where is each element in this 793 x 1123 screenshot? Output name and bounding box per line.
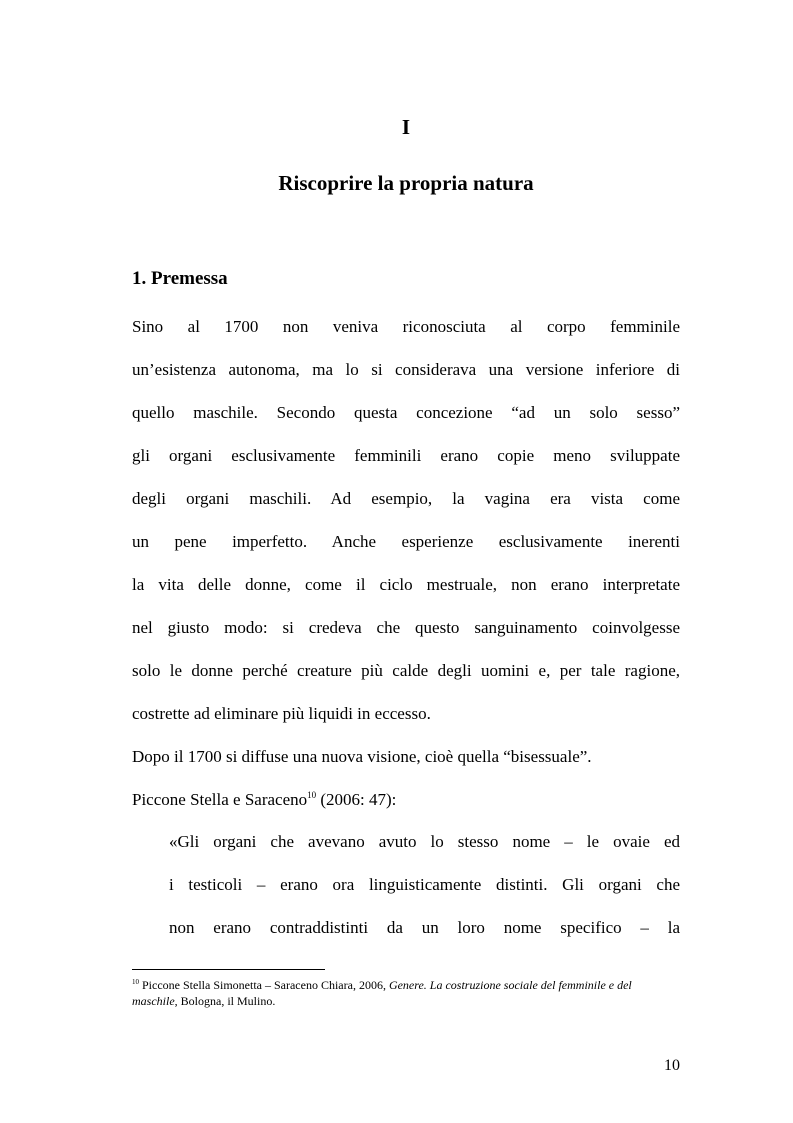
text-line: degli organi maschili. Ad esempio, la vagina era vista come: [132, 489, 680, 508]
footnote-title: Genere. La costruzione sociale del femminile e del maschile: [132, 978, 632, 1008]
page-number: 10: [664, 1057, 680, 1074]
quote-line: i testicoli – erano ora linguisticamente distinti. Gli organi che: [169, 875, 680, 894]
text-line: nel giusto modo: si credeva che questo sanguinamento coinvolgesse: [132, 618, 680, 637]
footnote-separator: [132, 969, 325, 970]
citation-authors: Piccone Stella e Saraceno: [132, 790, 308, 809]
section-heading: 1. Premessa: [132, 268, 228, 289]
text-line: quello maschile. Secondo questa concezione “ad un solo sesso”: [132, 403, 680, 422]
quote-line: «Gli organi che avevano avuto lo stesso nome – le ovaie ed: [169, 832, 680, 851]
citation-reference: (2006: 47):: [316, 790, 397, 809]
quote-line: non erano contraddistinti da un loro nome specifico – la: [169, 918, 680, 937]
footnote: [132, 977, 680, 1009]
footnote-marker: 10: [132, 978, 139, 986]
chapter-number: I: [401, 115, 411, 139]
footnote-publisher: , Bologna, il Mulino.: [174, 994, 276, 1008]
text-line: costrette ad eliminare più liquidi in eccesso.: [132, 704, 431, 723]
chapter-title: Riscoprire la propria natura: [278, 171, 534, 195]
footnote-authors: Piccone Stella Simonetta – Saraceno Chiara, 2006,: [139, 978, 389, 992]
footnote-reference: 10: [307, 790, 317, 800]
citation-line: [132, 789, 396, 811]
text-line: Sino al 1700 non veniva riconosciuta al corpo femminile: [132, 317, 680, 336]
text-line: gli organi esclusivamente femminili erano copie meno sviluppate: [132, 446, 680, 465]
text-line: solo le donne perché creature più calde degli uomini e, per tale ragione,: [132, 661, 680, 680]
text-line: la vita delle donne, come il ciclo mestruale, non erano interpretate: [132, 575, 680, 594]
paragraph-bisessuale: Dopo il 1700 si diffuse una nuova visione, cioè quella “bisessuale”.: [132, 747, 592, 766]
text-line: un pene imperfetto. Anche esperienze esclusivamente inerenti: [132, 532, 680, 551]
text-line: un’esistenza autonoma, ma lo si considerava una versione inferiore di: [132, 360, 680, 379]
